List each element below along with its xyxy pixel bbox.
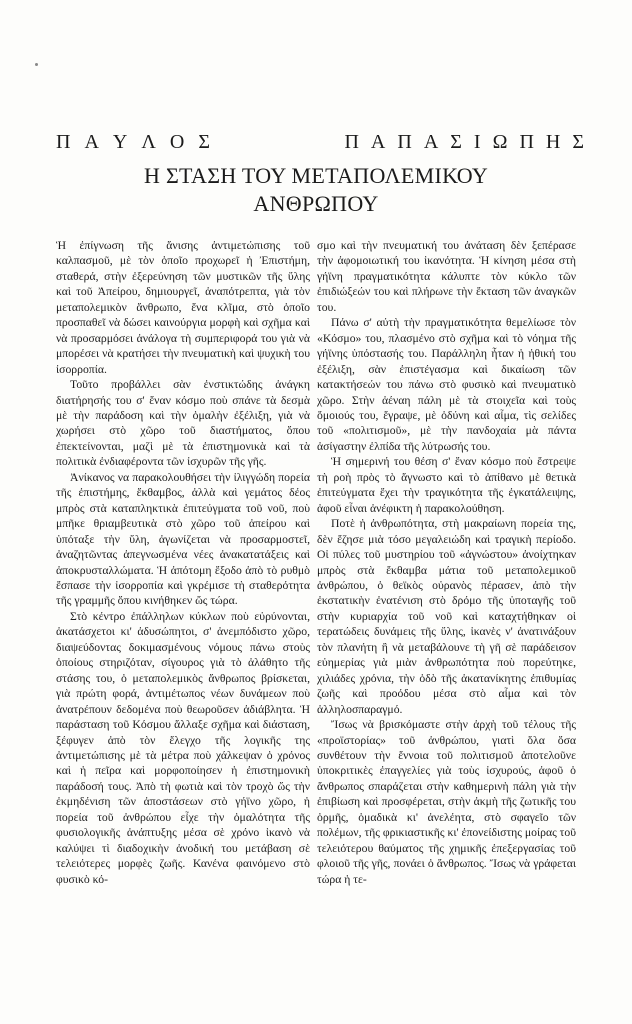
- author-letter: Σ: [198, 131, 210, 153]
- author-letter: Λ: [141, 131, 156, 153]
- author-letter: Σ: [450, 131, 462, 153]
- paragraph: Ἀνίκανος να παρακολουθήσει τὴν ἰλιγγώδη πορεία τῆς ἐπιστήμης, ἔκθαμβος, ἀλλὰ καὶ γεμάτος δέος μπρὸς στὰ καταπληκτικὰ ἐπιτεύγματα τοῦ νοῦ, ποὺ μπῆκε θριαμβευτικὰ στὸ χῶρο τοῦ ἀπείρου καὶ ὑπόταξε τὴν ὕλη, ἀγωνίζεται νὰ προσαρμοστεῖ, ἀναζητῶντας ἀπεγνωσμένα νέες ἀνακατατάξεις καὶ ἀποκρυσταλλώματα. Ἡ ἀπότομη ἔξοδο ἀπὸ τὸ ρυθμὸ ἔσπασε τὴν ἰσορροπία καὶ γκρέμισε τὴ σταθερότητα τῆς γραμμῆς ὅπου κινήθηκεν ὥς τώρα.: [56, 470, 310, 608]
- author-word: [56, 131, 210, 154]
- paragraph: Ἡ σημερινή του θέση σ' ἕναν κόσμο ποὺ ἔστρεψε τὴ ροὴ πρὸς τὸ ἄγνωστο καὶ τὸ ἀπίθανο μὲ θετικὰ ἐπιτεύγματα ἔχει τὴν τραγικότητα τῆς ἐγκατάλειψης, ἀφοῦ εἶναι ἀνέφικτη ἡ παρακολούθηση.: [317, 455, 576, 515]
- paragraph: Τοῦτο προβάλλει σὰν ἐνστικτώδης ἀνάγκη διατήρησής του σ' ἕναν κόσμο ποὺ σπάνε τὰ δεσμὰ μὲ τὴν παράδοση καὶ τὴν ὁμαλὴν ἐξέλιξη, γιὰ νὰ χωρήσει στὸ χῶρο τοῦ διαστήματος, ὅπου ἐπεκτείνονται, μαζὶ μὲ τὰ ἐπιστημονικὰ καὶ τὰ πολιτικὰ ἐνδιαφέροντα τῶν ἰσχυρῶν τῆς γῆς.: [56, 378, 310, 469]
- article-title: [0, 162, 632, 218]
- author-letter: Α: [84, 131, 99, 153]
- author-letter: Π: [344, 131, 359, 153]
- author-letter: Η: [545, 131, 561, 153]
- paragraph: Ἡ ἐπίγνωση τῆς ἄνισης ἀντιμετώπισης τοῦ καλπασμοῦ, μὲ τὸν ὁποῖο προχωρεῖ ἡ Ἐπιστήμη, σταθερά, στὴν ἐξερεύνηση τῶν μυστικῶν τῆς ὕλης καὶ τοῦ Ἀπείρου, δημιουργεῖ, ἀναπότρεπτα, γιὰ τὸν μεταπολεμικὸν ἄνθρωπο, ἕνα κλῖμα, στὸ ὁποῖο προσπαθεῖ νὰ δώσει καινούργια μορφὴ καὶ σχῆμα καὶ νὰ προσαρμόσει ἀνάλογα τὴ συμπεριφορά του γιὰ νὰ μπορέσει νὰ κρατήσει τὴν πνευματικὴ καὶ ψυχικὴ του ἰσορροπία.: [56, 239, 310, 376]
- author-letter: Α: [370, 131, 386, 153]
- paragraph: Στὸ κέντρο ἐπάλληλων κύκλων ποὺ εὐρύνονται, ἀκατάσχετοι κι' ἀδυσώπητοι, σ' ἀνεμπόδιστο χῶρο, διαψεύδοντας δοκιμασμένους νόμους πάνω στοὺς ὁποίους στηριζόταν, σίγουρος γιὰ τὸ ἀλάθητο τῆς στάσης του, ὁ μεταπολεμικὸς ἄνθρωπος βρίσκεται, γιὰ πρώτη φορά, ἀντιμέτωπος νέων δυνάμεων ποὺ ἀνατρέπουν δεδομένα ποὺ θεωροῦσεν ἀδιάβλητα. Ἡ παράσταση τοῦ Κόσμου ἄλλαξε σχῆμα καὶ διάσταση, ξέφυγεν ἀπὸ τὸν ἔλεγχο τῆς λογικῆς της ἀντιμετώπισης μὲ τὰ μέτρα ποὺ χάλκεψαν ὁ χρόνος καὶ ἡ πεῖρα καὶ μορφοποίησεν ἡ ἐπιστημονικὴ παράδοσή τους. Ἀπὸ τὴ φωτιὰ καὶ τὸν τροχὸ ὥς τὴν ἐκμηδένιση τῶν ἀποστάσεων στὸ γήϊνο χῶρο, ἡ πορεία τοῦ ἀνθρώπου εἶχε τὴν ὁμαλότητα τῆς φυσιολογικῆς ἀνάπτυξης μέσα σὲ χρόνο ἱκανὸ νὰ καλύψει τὶ διαδοχικὴν ἀνοδική του μετάβαση σὲ τελειότερες μορφὲς ζωῆς. Κανένα φαινόμενο στὸ φυσικὸ κό-: [56, 609, 310, 886]
- author-letter: Α: [423, 131, 439, 153]
- author-letter: Ο: [169, 131, 185, 153]
- paragraph: Ποτὲ ἡ ἀνθρωπότητα, στὴ μακραίωνη πορεία της, δὲν ἔζησε μιὰ τόσο μεγαλειώδη καὶ τραγικὴ περίοδο. Οἱ πύλες τοῦ μυστηρίου τοῦ «ἀγνώστου» ἀνοίχτηκαν μπρὸς στὰ ἔκθαμβα μάτια τοῦ μεταπολεμικοῦ ἀνθρώπου, ὁ θεϊκὸς οὐρανὸς πέρασεν, ἀπὸ τὴν ἐκστατικὴν ἐνατένιση στὸ δρόμο τῆς ὑποταγῆς τοῦ στὴν κυριαρχία τοῦ νοῦ καὶ καταχτήθηκαν οἱ τερατώδεις δυνάμεις τῆς ὕλης, ἱκανὲς ν' ἀνατινάξουν τὸν πλανήτη ἢ νὰ μεταβάλουνε τὴ γῆ σὲ παράδεισον εὐημερίας γιὰ μιὰν ἀνθρωπότητα ποὺ πορεύτηκε, χιλιάδες χρόνια, τὴν ὁδὸ τῆς ἀκατανίκητης ἐπιθυμίας ζωῆς καὶ προόδου μέσα στὸ αἷμα καὶ τὸν ἀλληλοσπαραγμό.: [317, 517, 576, 716]
- title-line-1: Η ΣΤΑΣΗ ΤΟΥ ΜΕΤΑΠΟΛΕΜΙΚΟΥ: [143, 163, 489, 188]
- author-letter: Π: [397, 131, 412, 153]
- right-column: [317, 238, 576, 887]
- author-name: [56, 131, 584, 154]
- paragraph: Ἴσως νὰ βρισκόμαστε στὴν ἀρχὴ τοῦ τέλους τῆς «προϊστορίας» τοῦ ἀνθρώπου, γιατὶ ὅλα ὅσα συνθέτουν τὴν ἔννοια τοῦ πολιτισμοῦ ἀποτελοῦνε ὑποκριτικὲς ἐπαγγελίες γιὰ τοὺς ἰσχυρούς, ἀφοῦ ὁ ἄνθρωπος σπαράζεται στὴν καθημερινὴ πάλη γιὰ τὴν ἐπιβίωση καὶ προσφέρεται, στὴν ἀκμὴ τῆς ζωτικῆς του ὁρμῆς, ὁμαδικὰ κι' ἀνελέητα, στὸ σφαγεῖο τῶν πολέμων, τῆς φρικιαστικῆς κι' ἐπονείδιστης μοίρας τοῦ τελειότερου θαύματος τῆς χημικῆς ἐπεξεργασίας τοῦ φλοιοῦ τῆς γῆς, πονάει ὁ ἄνθρωπος. Ἴσως νὰ γράφεται τώρα ἡ τε-: [317, 718, 576, 886]
- paragraph: Πάνω σ' αὐτὴ τὴν πραγματικότητα θεμελίωσε τὸν «Κόσμο» του, πλασμένο στὸ σχῆμα καὶ τὸ νόημα τῆς γήϊνης ὑπόστασής του. Παράλληλη ἦταν ἡ ἠθική του ἐξέλιξη, σὰν ἐπιστέγασμα καὶ δικαίωση τῶν κατακτήσεών του πάνω στὸ φυσικὸ καὶ πνευματικὸ χῶρο. Στὴν ἀέναη πάλη μὲ τὰ στοιχεῖα καὶ τοὺς ὅμοιούς του, ἔγραψε, μὲ ὀδύνη καὶ αἷμα, τὶς σελίδες τοῦ «πολιτισμοῦ», μὲ τὴν πανδοχαία μὰ πάντα ἀσίγαστην ἐλπίδα τῆς λύτρωσής του.: [317, 316, 576, 453]
- author-letter: Ω: [492, 131, 508, 153]
- author-letter: Ι: [473, 131, 481, 153]
- author-word: [344, 131, 584, 154]
- scan-speck: [35, 63, 38, 66]
- author-letter: Π: [519, 131, 534, 153]
- author-letter: Π: [56, 131, 71, 153]
- author-letter: Υ: [112, 131, 128, 153]
- title-line-2: ΑΝΘΡΩΠΟΥ: [253, 191, 379, 216]
- paragraph: σμο καὶ τὴν πνευματική του ἀνάταση δὲν ξεπέρασε τὴν ἀφομοιωτική του ἱκανότητα. Ἡ κίνηση μέσα στὴ γήϊνη πραγματικότητα κάλυπτε τὸν κύκλο τῶν ἐπιδιώξεών του καὶ πλήρωνε τὴν ἔκταση τῶν ἀναγκῶν του.: [317, 239, 576, 314]
- author-letter: Σ: [572, 131, 584, 153]
- left-column: [56, 238, 310, 887]
